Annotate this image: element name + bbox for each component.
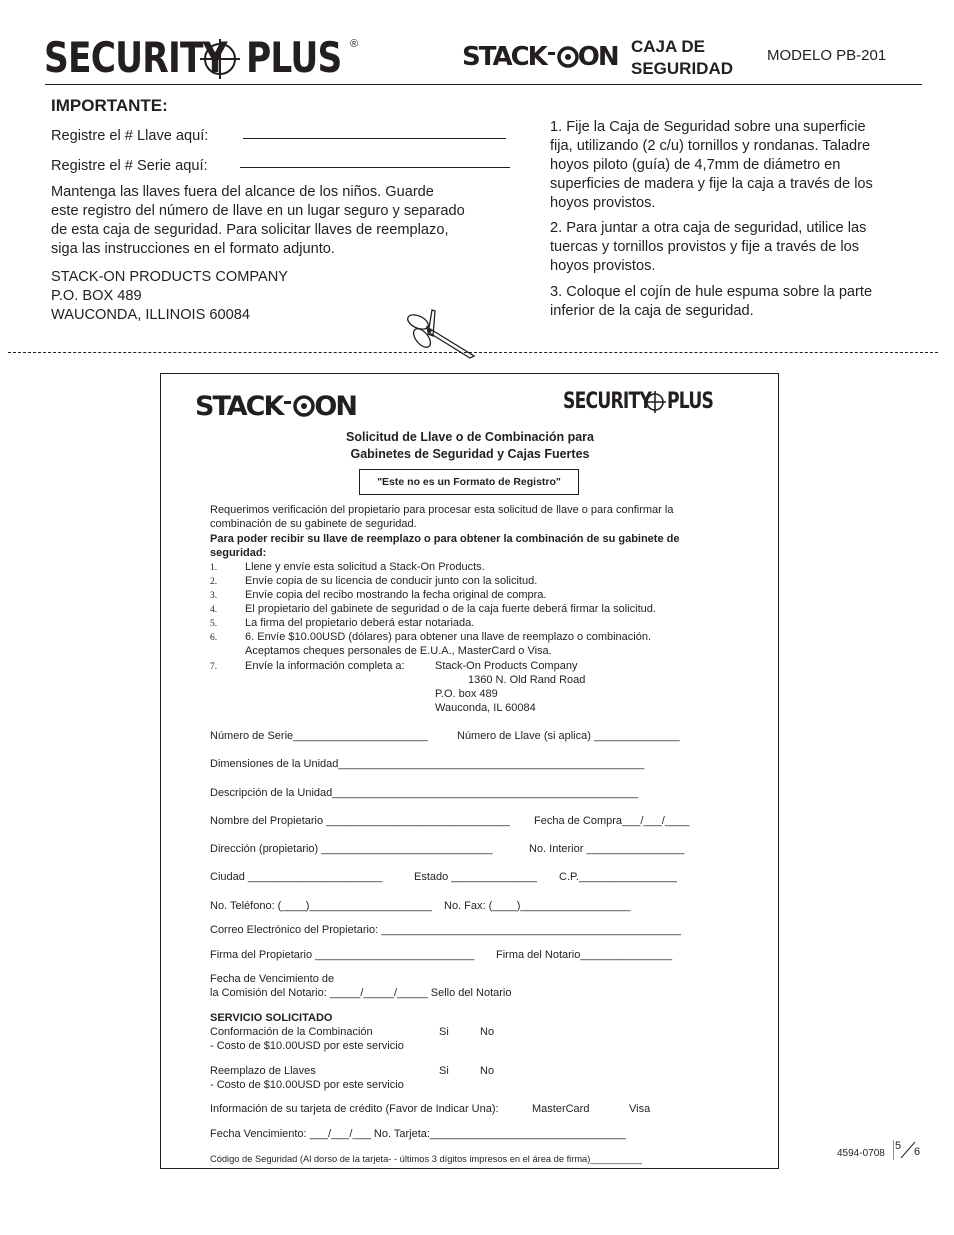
fax-field[interactable]: No. Fax: (____)__________________ (444, 900, 631, 912)
zip-field[interactable]: C.P.________________ (559, 871, 677, 883)
brand-plus: PLUS (667, 389, 714, 414)
brand-plus: PLUS (246, 33, 342, 82)
instructions-heading: Para poder recibir su llave de reemplazo o para obtener la combinación de su gabinete de (210, 533, 680, 545)
instruction-step-1 (550, 118, 873, 213)
instruction-step-2 (550, 219, 866, 276)
intro-line: Requerimos verificación del propietario para procesar esta solicitud de llave o para confirmar la (210, 504, 674, 516)
stack-on-o-icon (293, 395, 315, 417)
step-line: 1. Fije la Caja de Seguridad sobre una superficie (550, 119, 866, 135)
card-info-label: Información de su tarjeta de crédito (Favor de Indicar Una): (210, 1103, 499, 1115)
page-indicator (893, 1140, 923, 1160)
combination-service-label: Conformación de la Combinación (210, 1026, 373, 1038)
list-text: Envíe la información completa a: (245, 660, 405, 672)
combination-cost: - Costo de $10.00USD por este servicio (210, 1040, 404, 1052)
list-text: Aceptamos cheques personales de E.U.A., MasterCard o Visa. (245, 645, 552, 657)
key-number-field[interactable]: Número de Llave (si aplica) ______________ (457, 730, 680, 742)
form-title-line: Solicitud de Llave o de Combinación para (346, 430, 594, 444)
stack-on-left: STACK (195, 390, 283, 422)
keys-no-option[interactable]: No (480, 1065, 495, 1077)
instruction-list (210, 560, 656, 673)
list-number: 3. (210, 591, 218, 601)
scissors-icon (404, 308, 478, 364)
list-item (210, 574, 656, 588)
list-number: 1. (210, 563, 218, 573)
step-line: tuercas y tornillos provistos y fije a través de los (550, 239, 860, 255)
brand-plus-wrap (246, 33, 362, 82)
paragraph-line: de esta caja de seguridad. Para solicitar llaves de reemplazo, (51, 222, 449, 238)
step-line: hoyos provistos. (550, 195, 656, 211)
title-line-2: SEGURIDAD (631, 59, 734, 78)
registered-mark: ® (350, 38, 359, 50)
instruction-step-3 (550, 283, 872, 321)
list-text: El propietario del gabinete de seguridad o de la caja fuerte deberá firmar la solicitud. (245, 603, 656, 615)
card-expiry-field[interactable]: Fecha Vencimiento: ___/___/___ No. Tarjeta:________________________________ (210, 1128, 626, 1140)
title-line-1: CAJA DE (631, 37, 705, 56)
unit-description-field[interactable]: Descripción de la Unidad__________________________________________________ (210, 787, 639, 799)
page-total: 6 (914, 1146, 921, 1158)
list-item (210, 659, 656, 673)
brand-main: SECURITY (44, 33, 227, 82)
list-text: Envíe copia del recibo mostrando la fecha original de compra. (245, 589, 547, 601)
stack-on-dash (284, 401, 291, 404)
list-item (210, 588, 656, 602)
list-item (210, 602, 656, 616)
list-number: 2. (210, 577, 218, 587)
form-title (290, 429, 650, 463)
owner-address-field[interactable]: Dirección (propietario) ____________________________ (210, 843, 493, 855)
mastercard-option[interactable]: MasterCard (532, 1103, 590, 1115)
header-divider (45, 84, 922, 85)
address-line: P.O. box 489 (435, 688, 498, 700)
address-line: P.O. BOX 489 (51, 288, 142, 304)
paragraph-line: este registro del número de llave en un lugar seguro y separado (51, 203, 465, 219)
address-line: Wauconda, IL 60084 (435, 702, 536, 714)
list-number: 5. (210, 619, 218, 629)
keys-yes-option[interactable]: Si (439, 1065, 449, 1077)
stack-on-logo (462, 42, 618, 72)
owner-name-field[interactable]: Nombre del Propietario ______________________________ (210, 815, 510, 827)
serial-number-field[interactable]: Número de Serie______________________ (210, 730, 428, 742)
key-replacement-cost: - Costo de $10.00USD por este servicio (210, 1079, 404, 1091)
keys-warning-paragraph (51, 183, 465, 259)
list-text: La firma del propietario deberá estar notariada. (245, 617, 475, 629)
list-item-cont (210, 644, 656, 659)
cut-line (8, 352, 938, 353)
city-field[interactable]: Ciudad ______________________ (210, 871, 383, 883)
list-text: Envíe copia de su licencia de conducir junto con la solicitud. (245, 575, 538, 587)
form-title-line: Gabinetes de Seguridad y Cajas Fuertes (350, 447, 590, 461)
stack-on-right: ON (577, 42, 618, 72)
combination-no-option[interactable]: No (480, 1026, 495, 1038)
list-number: 6. (210, 633, 218, 643)
list-item (210, 616, 656, 630)
key-replacement-label: Reemplazo de Llaves (210, 1065, 316, 1077)
notary-expiry-field[interactable]: la Comisión del Notario: _____/_____/_____ Sello del Notario (210, 987, 512, 999)
list-number: 7. (210, 662, 218, 672)
combination-yes-option[interactable]: Si (439, 1026, 449, 1038)
unit-dimensions-field[interactable]: Dimensiones de la Unidad__________________________________________________ (210, 758, 645, 770)
security-code-field[interactable]: Código de Seguridad (Al dorso de la tarjeta- - últimos 3 dígitos impresos en el área de firma)__________ (210, 1154, 643, 1164)
notary-signature-field[interactable]: Firma del Notario_______________ (496, 949, 673, 961)
form-security-plus-logo (563, 389, 726, 414)
owner-signature-field[interactable]: Firma del Propietario __________________________ (210, 949, 475, 961)
email-field[interactable]: Correo Electrónico del Propietario: _________________________________________________ (210, 924, 681, 936)
stack-on-right: ON (314, 390, 356, 422)
serial-label: Registre el # Serie aquí: (51, 158, 208, 174)
service-heading: SERVICIO SOLICITADO (210, 1012, 333, 1024)
notary-expiry-label: Fecha de Vencimiento de (210, 973, 335, 985)
page-title (631, 36, 733, 80)
list-item (210, 560, 656, 574)
phone-field[interactable]: No. Teléfono: (____)____________________ (210, 900, 432, 912)
interior-number-field[interactable]: No. Interior ________________ (529, 843, 685, 855)
company-address (51, 268, 288, 325)
list-text: Llene y envíe esta solicitud a Stack-On Products. (245, 561, 485, 573)
key-number-field[interactable] (243, 126, 506, 139)
stack-on-o-icon (557, 46, 579, 68)
instructions-heading-cont: seguridad: (210, 547, 267, 559)
key-label: Registre el # Llave aquí: (51, 128, 209, 144)
state-field[interactable]: Estado ______________ (414, 871, 537, 883)
form-stack-on-logo (195, 391, 356, 421)
address-line: WAUCONDA, ILLINOIS 60084 (51, 307, 250, 323)
step-line: inferior de la caja de seguridad. (550, 303, 754, 319)
stack-on-dash (548, 52, 555, 55)
step-line: hoyos provistos. (550, 258, 656, 274)
model-label: MODELO PB-201 (767, 47, 887, 64)
visa-option[interactable]: Visa (629, 1103, 651, 1115)
list-item (210, 630, 656, 644)
document-number: 4594-0708 (837, 1148, 885, 1159)
step-line: fija, utilizando (2 c/u) tornillos y rondanas. Taladre (550, 138, 871, 154)
brand-main: SECURITY (563, 389, 652, 414)
list-text: 6. Envíe $10.00USD (dólares) para obtener una llave de reemplazo o combinación. (245, 631, 652, 643)
address-line: 1360 N. Old Rand Road (468, 674, 586, 686)
page-number: 5 (895, 1140, 902, 1152)
list-number: 4. (210, 605, 218, 615)
paragraph-line: siga las instrucciones en el formato adjunto. (51, 241, 335, 257)
step-line: 3. Coloque el cojín de hule espuma sobre la parte (550, 284, 873, 300)
not-registration-notice: "Este no es un Formato de Registro" (359, 469, 579, 495)
purchase-date-field[interactable]: Fecha de Compra___/___/____ (534, 815, 690, 827)
intro-line: combinación de su gabinete de seguridad. (210, 518, 417, 530)
step-line: superficies de madera y fije la caja a través de los (550, 176, 873, 192)
stack-on-left: STACK (462, 42, 546, 72)
step-line: hoyos piloto (guía) de 4,7mm de diámetro en (550, 157, 841, 173)
serial-number-field[interactable] (240, 155, 510, 168)
address-line: Stack-On Products Company (435, 660, 578, 672)
address-line: STACK-ON PRODUCTS COMPANY (51, 269, 289, 285)
step-line: 2. Para juntar a otra caja de seguridad, utilice las (550, 220, 867, 236)
mailing-address (435, 659, 585, 715)
paragraph-line: Mantenga las llaves fuera del alcance de los niños. Guarde (51, 184, 434, 200)
crosshair-icon (199, 38, 241, 80)
important-heading: IMPORTANTE: (51, 96, 168, 115)
